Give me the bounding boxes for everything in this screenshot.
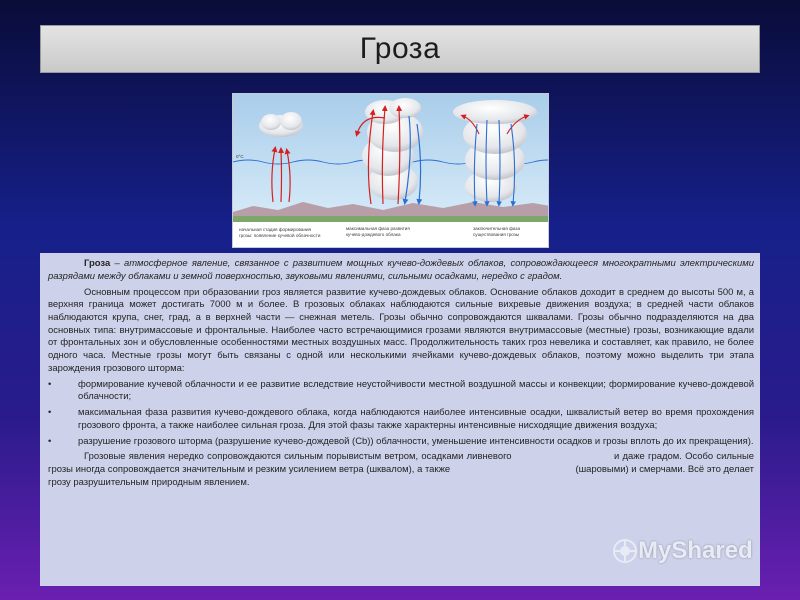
stage1-caption-line1: начальная стадия формирования — [239, 227, 312, 232]
definition-text: – атмосферное явление, связанное с развитием мощных кучево-дождевых облаков, сопровождающееся многократными электрическими разрядами между облаками и земной поверхностью, звуковыми явлениями, сильными осадками, нередко с градом. — [48, 258, 754, 282]
closing-line3: (шаровыми) и смерчами. Всё это делает грозу разрушительным природным явлением. — [48, 463, 754, 488]
watermark-text: MyShared — [638, 537, 753, 564]
bullet-item — [48, 379, 754, 404]
definition-term: Гроза — [84, 258, 111, 269]
slide-title: Гроза — [359, 32, 441, 65]
bullet-marker: • — [48, 378, 52, 390]
stage1-cumulus-cloud — [259, 112, 303, 137]
bullet-text: разрушение грозового шторма (разрушение кучево-дождевой (Cb)) облачности, уменьшение интенсивности осадков и грозы вплоть до их прекращения). — [78, 435, 754, 447]
bullet-marker: • — [48, 435, 52, 447]
bullet-text: формирование кучевой облачности и ее развитие вследствие неустойчивости местной воздушной массы и конвекции; формирование кучево-дождевой облачности; — [78, 378, 754, 403]
bullet-item — [48, 436, 754, 449]
thunderstorm-stages-illustration — [232, 93, 549, 248]
freezing-level-label: 0°С — [236, 154, 244, 159]
stage2-caption-line1: максимальная фаза развития — [346, 226, 410, 231]
closing-line1-end: и даже градом. — [614, 451, 682, 463]
main-paragraph: Основным процессом при образовании гроз является развитие кучево-дождевых облаков. Основание облаков доходит в среднем до высоты 500 м, а верхняя граница может достигать 7000 м и более. В грозовых облаках наблюдаются сильные вихревые движения воздуха; в средней части облаков наблюдаются крупа, снег, град, а в верхней части — снежная метель. Грозы обычно сопровождаются шквалами. Грозы обычно подразделяются на два основных типа: внутримассовые и фронтальные. Наиболее часто встречающимися грозами являются внутримассовые (местные) грозы, возникающие вдали от фронтальных зон и обусловленные особенностями местных воздушных масс. Продолжительность таких гроз невелика и составляет, как правило, не более одного часа. Местные грозы могут быть связаны с одной или несколькими ячейками кучево-дождевых облаков, поэтому можно выделить три этапа зарождения грозового шторма: — [48, 286, 754, 374]
thunderstorm-diagram — [233, 94, 549, 248]
stage3-caption-line1: заключительная фаза — [473, 226, 521, 231]
stage1-caption-line2: грозы: появление кучевой облачности — [239, 233, 321, 238]
closing-paragraph — [48, 451, 754, 489]
text-panel — [40, 253, 760, 586]
closing-line1: Грозовые явления нередко сопровождаются сильным порывистым ветром, осадками ливневого — [84, 451, 512, 463]
stage2-caption-line2: кучево-дождевого облака — [346, 232, 401, 237]
bullet-text: максимальная фаза развития кучево-дождевого облака, когда наблюдаются наиболее интенсивные осадки, шквалистый ветер во время прохождения грозового фронта, а также наиболее сильная гроза. Для этой фазы также характерны интенсивные нисходящие движения воздуха; — [78, 407, 754, 431]
definition-paragraph — [48, 258, 754, 283]
ground-strip — [233, 216, 549, 222]
bullet-item — [48, 407, 754, 432]
title-bar — [40, 25, 760, 73]
closing-line2: Особо сильные грозы иногда сопровождается значительным и резким усилением ветра (шквалом), а также — [48, 451, 755, 475]
stage3-caption-line2: существования грозы — [473, 232, 520, 237]
bullet-marker: • — [48, 407, 52, 419]
